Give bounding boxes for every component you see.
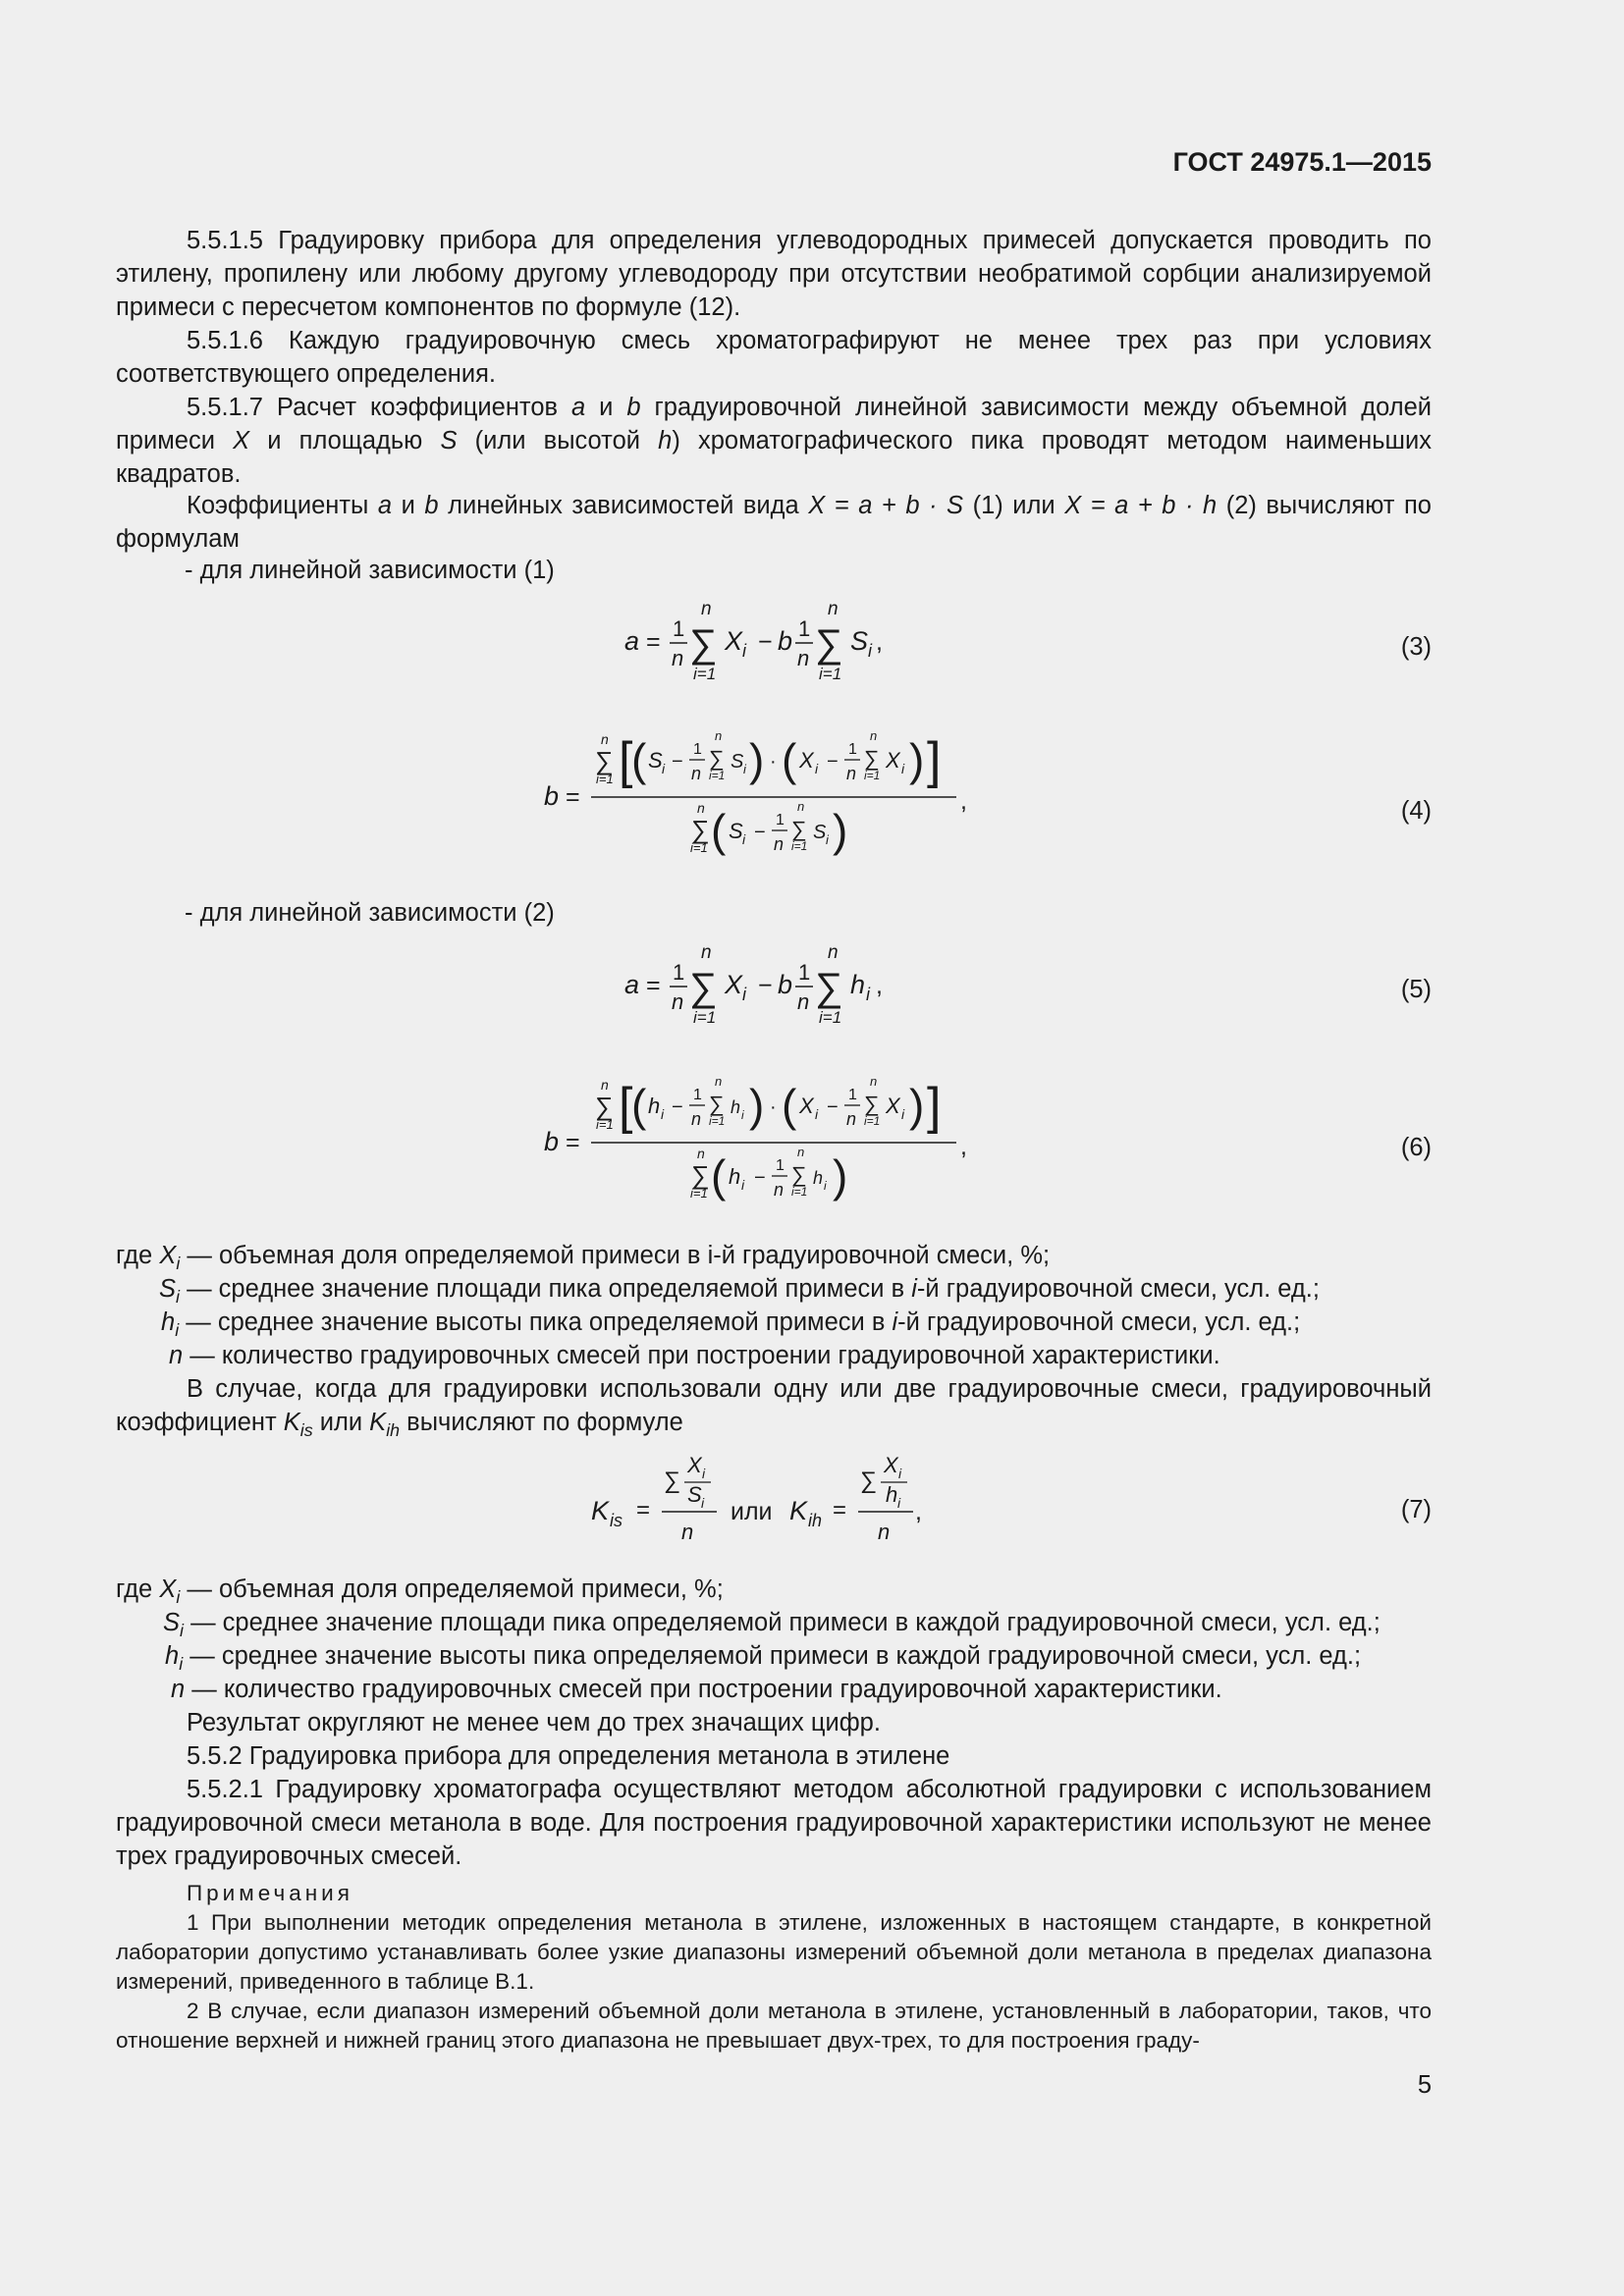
eq-number-7: (7)	[1400, 1496, 1432, 1523]
formula-3	[619, 601, 913, 696]
svg-text:n: n	[691, 1109, 702, 1129]
svg-text:X: X	[687, 1453, 702, 1477]
svg-text:(: (	[631, 1080, 647, 1131]
svg-text:n: n	[672, 989, 684, 1014]
svg-text:n: n	[774, 1180, 785, 1200]
svg-text:∑: ∑	[691, 1160, 710, 1190]
svg-text:−: −	[754, 822, 766, 843]
svg-text:∑: ∑	[709, 746, 725, 771]
svg-text:i: i	[661, 1106, 665, 1122]
svg-text:1: 1	[848, 1087, 857, 1103]
svg-text:): )	[749, 1080, 765, 1131]
f3-sum: ∑	[689, 622, 718, 666]
svg-text:i: i	[662, 761, 666, 776]
svg-text:1: 1	[798, 960, 811, 985]
svg-text:i: i	[741, 1108, 744, 1122]
svg-text:i: i	[742, 985, 746, 1004]
paragraph-5-5-1-5: 5.5.1.5 Градуировку прибора для определения углеводородных примесей допускается проводить по этилену, пропилену или любому другому углеводороду при отсутствии необратимой сорбции анализируемой примеси с пересчетом компонентов по формуле (12).	[116, 227, 1432, 321]
paragraph-5-5-1-6: 5.5.1.6 Каждую градуировочную смесь хроматографируют не менее трех раз при условиях соответствующего определения.	[116, 327, 1432, 388]
svg-text:h: h	[731, 1097, 741, 1117]
svg-text:∑: ∑	[691, 815, 710, 844]
svg-text:i: i	[898, 1466, 902, 1481]
svg-text:−: −	[754, 1167, 766, 1189]
svg-text:n: n	[828, 944, 839, 963]
svg-text:): )	[749, 734, 765, 785]
svg-text:i=1: i=1	[596, 772, 614, 786]
case-1-label: - для линейной зависимости (1)	[185, 557, 555, 584]
svg-text:h: h	[729, 1164, 741, 1189]
svg-text:i: i	[743, 762, 746, 776]
svg-text:,: ,	[960, 1133, 967, 1160]
svg-text:(: (	[711, 1150, 727, 1201]
svg-text:b: b	[778, 626, 793, 656]
svg-text:∑: ∑	[595, 1092, 614, 1121]
where1-hi: $h_i$ — среднее значение высоты пика определяемой примеси в i-й градуировочной смеси, усл. ед.;	[161, 1308, 1301, 1340]
svg-text:n: n	[870, 728, 878, 743]
eq-number-3: (3)	[1400, 633, 1432, 661]
formula-7	[585, 1449, 939, 1552]
svg-text:i: i	[815, 1106, 819, 1122]
svg-text:−: −	[827, 751, 839, 773]
svg-text:i: i	[741, 1177, 745, 1193]
svg-text:∑: ∑	[860, 1468, 878, 1494]
svg-text:b: b	[544, 1127, 560, 1156]
svg-text:n: n	[715, 1074, 723, 1089]
svg-text:−: −	[827, 1096, 839, 1118]
svg-text:i: i	[742, 641, 746, 661]
svg-text:): )	[833, 805, 848, 856]
svg-text:is: is	[610, 1511, 623, 1530]
svg-text:i=1: i=1	[864, 769, 881, 782]
svg-text:X: X	[799, 748, 814, 773]
where2-si: $S_i$ — среднее значение площади пика определяемой примеси в каждой градуировочной смеси, усл. ед.;	[163, 1609, 1380, 1640]
svg-text:h: h	[813, 1168, 824, 1188]
svg-text:S: S	[687, 1482, 702, 1507]
svg-text:X: X	[886, 748, 900, 773]
svg-text:i: i	[897, 1495, 901, 1511]
svg-text:(: (	[711, 805, 727, 856]
f3-n: n	[672, 646, 684, 670]
svg-text:(: (	[782, 734, 797, 785]
where1-si: $S_i$ — среднее значение площади пика определяемой примеси в i-й градуировочной смеси, усл. ед.;	[159, 1275, 1320, 1307]
svg-text:,: ,	[876, 972, 883, 999]
f3-a: a	[624, 626, 640, 656]
svg-text:(: (	[782, 1080, 797, 1131]
svg-text:i: i	[901, 761, 905, 776]
notes-title: Примечания	[187, 1881, 353, 1905]
svg-text:n: n	[715, 728, 723, 743]
svg-text:·: ·	[770, 1096, 777, 1118]
paragraph-5-5-2-1: 5.5.2.1 Градуировку хроматографа осуществляют методом абсолютной градуировки с использованием градуировочной смеси метанола в воде. Для построения градуировочной характеристики используют не менее трех градуировочных смесей.	[116, 1776, 1432, 1870]
svg-text:,: ,	[915, 1498, 922, 1525]
svg-text:∑: ∑	[815, 622, 843, 666]
svg-text:h: h	[886, 1482, 898, 1507]
svg-text:K: K	[789, 1496, 808, 1525]
svg-text:∑: ∑	[791, 817, 807, 841]
svg-text:=: =	[566, 783, 580, 811]
svg-text:i=1: i=1	[693, 665, 717, 683]
where2-hi: $h_i$ — среднее значение высоты пика определяемой примеси в каждой градуировочной смеси, усл. ед.;	[165, 1642, 1362, 1674]
svg-text:=: =	[636, 1497, 651, 1523]
svg-text:i=1: i=1	[864, 1114, 881, 1128]
svg-text:1: 1	[693, 741, 702, 758]
svg-text:i=1: i=1	[709, 1114, 726, 1128]
svg-text:a: a	[624, 970, 640, 999]
svg-text:−: −	[672, 1096, 683, 1118]
svg-text:n: n	[697, 1146, 705, 1161]
svg-text:∑: ∑	[864, 746, 880, 771]
svg-text:∑: ∑	[864, 1092, 880, 1116]
svg-text:·: ·	[770, 751, 777, 773]
svg-text:∑: ∑	[815, 966, 843, 1009]
svg-text:n: n	[701, 601, 712, 619]
svg-text:1: 1	[693, 1087, 702, 1103]
f3-eq: =	[646, 628, 661, 656]
paragraph-5-5-1-7: 5.5.1.7 Расчет коэффициентов a и b градуировочной линейной зависимости между объемной долей примеси X и площадью S (или высотой h) хроматографического пика проводят методом наименьших квадратов.	[116, 394, 1433, 488]
note-2: 2 В случае, если диапазон измерений объемной доли метанола в этилене, установленный в лаборатории, таков, что отношение верхней и нижней границ этого диапазона не превышает двух-трех, то для построения граду-	[116, 1999, 1432, 2053]
svg-text:∑: ∑	[709, 1092, 725, 1116]
svg-text:n: n	[797, 989, 810, 1014]
svg-text:h: h	[850, 970, 866, 999]
formula-5	[619, 944, 913, 1040]
svg-text:n: n	[797, 1145, 805, 1159]
svg-text:∑: ∑	[689, 966, 718, 1009]
svg-text:X: X	[725, 970, 743, 999]
svg-text:i=1: i=1	[819, 1008, 842, 1027]
svg-text:[: [	[619, 1078, 633, 1135]
svg-text:X: X	[886, 1094, 900, 1118]
svg-text:n: n	[846, 764, 857, 783]
standard-header: ГОСТ 24975.1—2015	[1172, 147, 1432, 177]
svg-text:n: n	[878, 1520, 891, 1544]
coefficients-paragraph: Коэффициенты a и b линейных зависимостей вида X = a + b · S (1) или X = a + b · h (2) вычисляют по формулам	[116, 492, 1432, 553]
svg-text:n: n	[681, 1520, 694, 1544]
svg-text:i=1: i=1	[690, 1186, 708, 1201]
svg-text:1: 1	[776, 1157, 785, 1174]
svg-text:]: ]	[927, 1078, 942, 1135]
svg-text:): )	[909, 1080, 925, 1131]
svg-text:b: b	[544, 781, 560, 811]
svg-text:=: =	[646, 972, 661, 999]
svg-text:i: i	[901, 1106, 905, 1122]
rounding-paragraph: Результат округляют не менее чем до трех значащих цифр.	[187, 1709, 881, 1736]
svg-text:∑: ∑	[595, 746, 614, 775]
svg-text:i=1: i=1	[596, 1117, 614, 1132]
formula-4	[540, 726, 982, 869]
svg-text:i: i	[702, 1466, 706, 1481]
svg-text:S: S	[813, 822, 827, 843]
svg-text:n: n	[797, 799, 805, 814]
case-2-label: - для линейной зависимости (2)	[185, 899, 555, 927]
where2-xi: где $X_i$ — объемная доля определяемой примеси, %;	[116, 1575, 724, 1607]
svg-text:i: i	[868, 641, 872, 661]
svg-text:1: 1	[776, 812, 785, 828]
svg-text:∑: ∑	[664, 1468, 681, 1494]
svg-text:n: n	[846, 1109, 857, 1129]
formula-6	[540, 1072, 982, 1214]
eq-number-6: (6)	[1400, 1134, 1432, 1161]
note-1: 1 При выполнении методик определения метанола в этилене, изложенных в настоящем стандарте, в конкретной лаборатории допустимо устанавливать более узкие диапазоны измерений объемной доли метанола в пределах диапазона измерений, приведенного в таблице В.1.	[116, 1910, 1432, 1994]
svg-text:i=1: i=1	[819, 665, 842, 683]
svg-text:i: i	[742, 831, 746, 847]
svg-text:i: i	[701, 1495, 705, 1511]
svg-text:n: n	[774, 834, 785, 854]
svg-text:−: −	[758, 972, 773, 999]
svg-text:1: 1	[673, 960, 685, 985]
svg-text:i=1: i=1	[690, 840, 708, 855]
svg-text:∑: ∑	[791, 1162, 807, 1187]
svg-text:1: 1	[848, 741, 857, 758]
svg-text:i=1: i=1	[791, 839, 808, 853]
svg-text:[: [	[619, 732, 633, 789]
svg-text:n: n	[697, 800, 705, 816]
svg-text:n: n	[870, 1074, 878, 1089]
svg-text:n: n	[828, 601, 839, 619]
svg-text:ih: ih	[808, 1511, 823, 1530]
svg-text:i: i	[866, 985, 870, 1004]
svg-text:,: ,	[960, 787, 967, 815]
svg-text:i=1: i=1	[709, 769, 726, 782]
svg-text:S: S	[731, 751, 744, 773]
where2-n: n — количество градуировочных смесей при построении градуировочной характеристики.	[171, 1676, 1222, 1703]
svg-text:(: (	[631, 734, 647, 785]
where1-xi: где $X_i$ — объемная доля определяемой примеси в i-й градуировочной смеси, %;	[116, 1242, 1051, 1273]
svg-text:): )	[833, 1150, 848, 1201]
svg-text:h: h	[648, 1094, 661, 1118]
svg-text:S: S	[850, 626, 869, 656]
svg-text:−: −	[758, 628, 773, 656]
page-number: 5	[1417, 2071, 1432, 2099]
svg-text:или: или	[731, 1498, 773, 1525]
svg-text:X: X	[725, 626, 743, 656]
svg-text:i: i	[815, 761, 819, 776]
svg-text:=: =	[566, 1129, 580, 1156]
svg-text:): )	[909, 734, 925, 785]
paragraph-5-5-2: 5.5.2 Градуировка прибора для определения метанола в этилене	[187, 1742, 950, 1770]
svg-text:b: b	[778, 970, 793, 999]
eq-number-5: (5)	[1400, 976, 1432, 1003]
svg-text:=: =	[833, 1497, 847, 1523]
svg-text:S: S	[648, 748, 663, 773]
svg-text:i: i	[826, 832, 829, 847]
svg-text:n: n	[797, 646, 810, 670]
svg-text:n: n	[601, 731, 609, 747]
svg-text:,: ,	[876, 628, 883, 656]
svg-text:n: n	[701, 944, 712, 963]
k-coefficient-paragraph: В случае, когда для градуировки использовали одну или две градуировочные смеси, градуировочный коэффициент $K_{is}$ или $K_{ih}$ вычисляют по формуле	[116, 1375, 1432, 1440]
svg-text:S: S	[729, 819, 743, 843]
svg-text:i: i	[824, 1179, 827, 1193]
svg-text:i=1: i=1	[693, 1008, 717, 1027]
svg-text:X: X	[884, 1453, 898, 1477]
svg-text:K: K	[591, 1496, 610, 1525]
f3-one: 1	[673, 616, 685, 641]
where1-n: n — количество градуировочных смесей при построении градуировочной характеристики.	[169, 1342, 1220, 1369]
svg-text:X: X	[799, 1094, 814, 1118]
svg-text:1: 1	[798, 616, 811, 641]
svg-text:i=1: i=1	[791, 1185, 808, 1199]
svg-text:]: ]	[927, 732, 942, 789]
svg-text:n: n	[691, 764, 702, 783]
eq-number-4: (4)	[1400, 797, 1432, 825]
svg-text:−: −	[672, 751, 683, 773]
svg-text:n: n	[601, 1077, 609, 1093]
